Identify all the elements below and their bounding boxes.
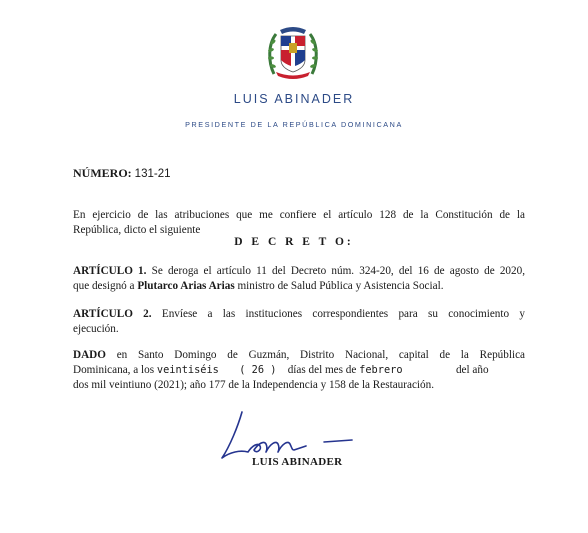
intro-line-2: República, dicto el siguiente	[73, 224, 201, 236]
article-2-label: ARTÍCULO 2.	[73, 308, 152, 320]
header-title: PRESIDENTE DE LA REPÚBLICA DOMINICANA	[185, 120, 403, 129]
decree-number	[73, 166, 170, 181]
signer-name: LUIS ABINADER	[252, 456, 343, 468]
dado-text-2-mid: días del mes de	[284, 364, 360, 376]
intro-paragraph	[73, 208, 525, 238]
intro-line-1: En ejercicio de las atribuciones que me confiere el artículo 128 de la Constitución de la	[73, 209, 525, 221]
article-2-line-1	[73, 307, 525, 322]
article-1-text-1: Se deroga el artículo 11 del Decreto núm. 324-20, del 16 de agosto de 2020,	[146, 265, 525, 277]
article-1-label: ARTÍCULO 1.	[73, 265, 147, 277]
article-1-line-1	[73, 264, 525, 279]
article-1-text-2-post: ministro de Salud Pública y Asistencia Social.	[234, 280, 444, 292]
appointee-name: Plutarco Arias Arias	[137, 280, 235, 292]
decree-number-label: NÚMERO:	[73, 166, 132, 180]
article-1-text-2-pre: que designó a	[73, 280, 138, 292]
article-2	[73, 307, 525, 337]
dado-line-2	[73, 363, 525, 378]
dado-text-1: en Santo Domingo de Guzmán, Distrito Nacional, capital de la República	[105, 349, 525, 361]
article-2-line-2: ejecución.	[73, 323, 119, 335]
dado-line-3: dos mil veintiuno (2021); año 177 de la Independencia y 158 de la Restauración.	[73, 379, 435, 391]
dado-text-2-pre: Dominicana, a los	[73, 364, 157, 376]
decree-number-value: 131-21	[134, 168, 171, 180]
decreto-heading: D E C R E T O:	[234, 236, 354, 248]
day-in-words: veintiséis	[156, 364, 219, 376]
day-in-numbers: ( 26 )	[239, 364, 277, 376]
coat-of-arms-seal	[266, 22, 320, 80]
month-name: febrero	[359, 364, 403, 376]
article-1	[73, 264, 525, 294]
header-name: LUIS ABINADER	[233, 92, 355, 106]
article-1-line-2	[73, 279, 525, 294]
article-2-text-1: Envíese a las instituciones correspondientes para su conocimiento y	[151, 308, 525, 320]
dado-text-2-post: del año	[453, 364, 489, 376]
dado-line-1	[73, 348, 525, 363]
dado-label: DADO	[73, 349, 106, 361]
dado-paragraph	[73, 348, 525, 393]
